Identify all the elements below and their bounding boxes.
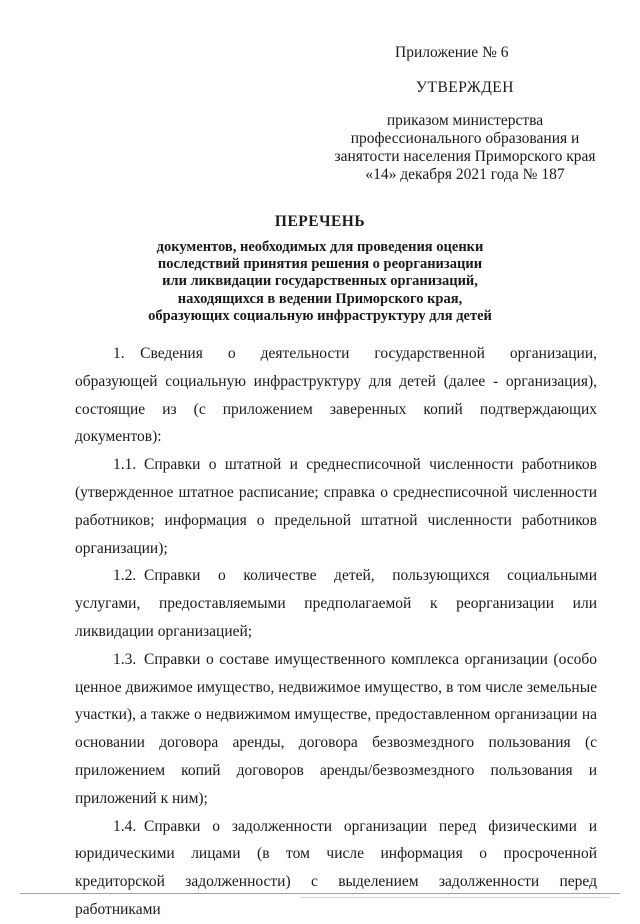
scan-edge-line (20, 893, 620, 894)
subtitle-line: последствий принятия решения о реорганизации (157, 256, 483, 273)
order-line: занятости населения Приморского края (334, 148, 596, 165)
paragraph-1-4: 1.4. Справки о задолженности организации перед физическими и юридическими лицами (в том числе информация о просроченной кредиторской задолженности) с выделением задолженности перед работниками (75, 817, 597, 918)
appendix-label: Приложение № 6 (395, 44, 509, 61)
order-line: приказом министерства (386, 112, 544, 129)
paragraph-1-2: 1.2. Справки о количестве детей, пользующихся социальными услугами, предоставляемыми предполагаемой к реорганизации или ликвидации организацией; (75, 567, 597, 640)
order-line: профессионального образования и (350, 130, 580, 147)
document-body (75, 340, 597, 924)
paragraph-1-1: 1.1. Справки о штатной и среднесписочной численности работников (утвержденное штатное расписание; справка о среднесписочной численности работников; информация о предельной штатной численности работников организации); (75, 456, 597, 557)
document-title: ПЕРЕЧЕНЬ (274, 213, 366, 230)
subtitle-line: документов, необходимых для проведения оценки (156, 239, 484, 255)
subtitle-line: образующих социальную инфраструктуру для детей (148, 307, 492, 324)
subtitle-line: находящихся в ведении Приморского края, (177, 290, 463, 307)
paragraph-1: 1. Сведения о деятельности государственной организации, образующей социальную инфраструктуру для детей (далее - организация), состоящие из (с приложением заверенных копий подтверждающих документов): (75, 345, 597, 446)
subtitle-line: или ликвидации государственных организаций, (162, 273, 478, 290)
paragraph-1-3: 1.3. Справки о составе имущественного комплекса организации (особо ценное движимое имущество, недвижимое имущество, в том числе земельные участки), а также о недвижимом имуществе, предоставленном организации на основании договора аренды, договора безвозмездного пользования (с приложением копий договоров аренды/безвозмездного пользования и приложений к ним); (75, 650, 597, 807)
document-subtitle (0, 239, 640, 325)
scan-edge-line (300, 897, 610, 898)
order-reference (330, 112, 600, 184)
order-date-number: «14» декабря 2021 года № 187 (365, 166, 565, 183)
approved-label: УТВЕРЖДЕН (416, 79, 514, 96)
